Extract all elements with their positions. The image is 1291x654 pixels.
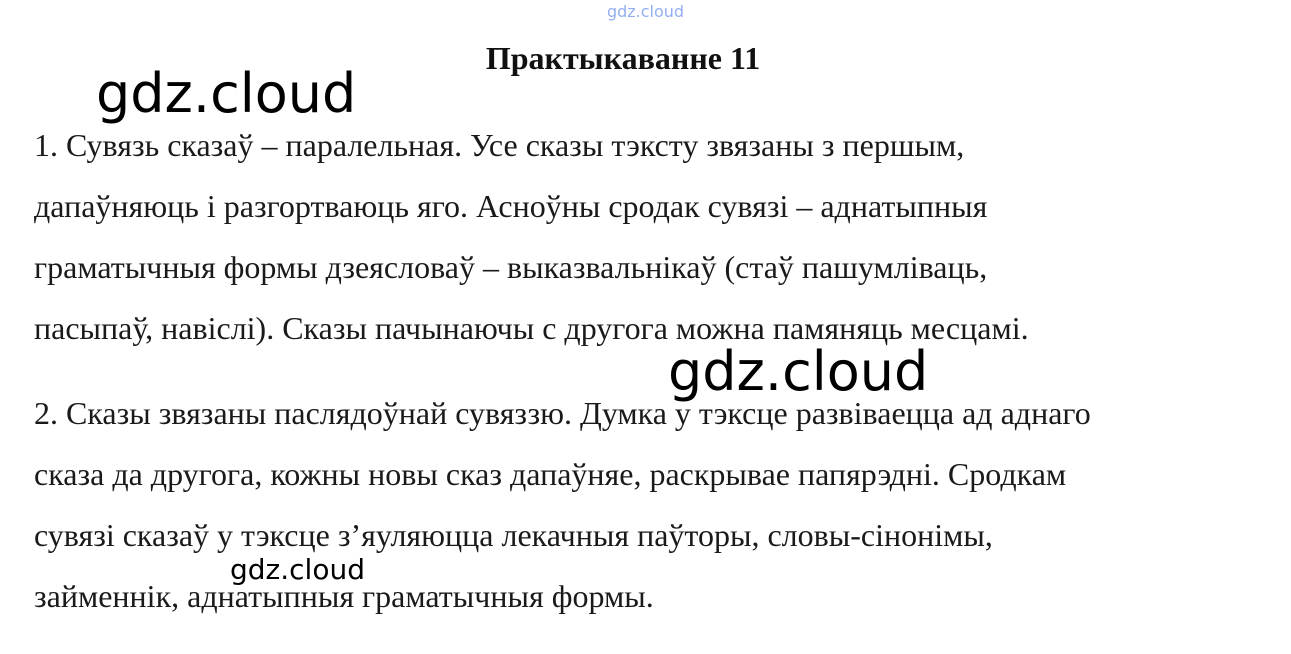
- paragraph-line: граматычныя формы дзеясловаў – выказвальнікаў (стаў пашумліваць,: [34, 249, 988, 285]
- top-watermark: gdz.cloud: [606, 2, 685, 21]
- exercise-title: Практыкаванне 11: [485, 40, 761, 76]
- paragraph-line: сувязі сказаў у тэксце з’яуляюцца лекачныя паўторы, словы-сінонімы,: [34, 517, 993, 553]
- watermark-small: gdz.cloud: [230, 553, 365, 586]
- paragraph-line: сказа да другога, кожны новы сказ дапаўняе, раскрывае папярэдні. Сродкам: [34, 456, 1067, 492]
- paragraph-line: займеннік, аднатыпныя граматычныя формы.: [34, 578, 654, 614]
- watermark-large: gdz.cloud: [668, 340, 929, 403]
- paragraph-line: 1. Сувязь сказаў – паралельная. Усе сказы тэксту звязаны з першым,: [34, 127, 965, 163]
- paragraph-line: 2. Сказы звязаны паслядоўнай сувяззю. Думка у тэксце развіваецца ад аднаго: [34, 395, 1091, 431]
- paragraph-line: пасыпаў, навіслі). Сказы пачынаючы с другога можна памяняць месцамі.: [34, 310, 1029, 346]
- paragraph-line: дапаўняюць і разгортваюць яго. Асноўны сродак сувязі – аднатыпныя: [34, 188, 988, 224]
- paragraph-2: [34, 383, 1234, 627]
- paragraph-1: [34, 115, 1234, 359]
- watermark-large: gdz.cloud: [96, 62, 357, 125]
